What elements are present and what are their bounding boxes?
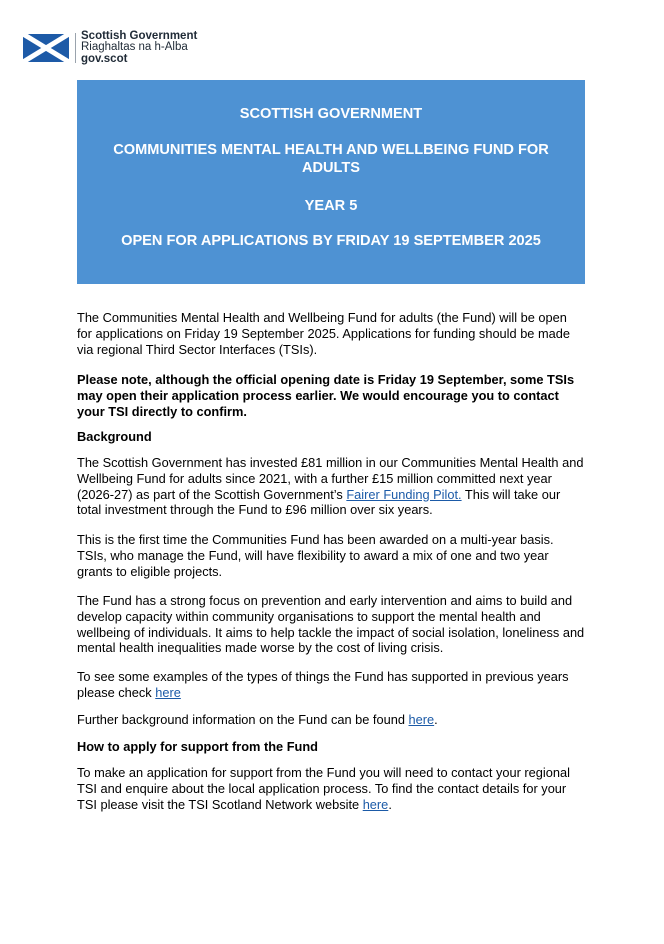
bg-p5-text: Further background information on the Fund can be found — [77, 712, 409, 727]
logo-divider — [75, 33, 76, 63]
note-text: Please note, although the official opening date is Friday 19 September, some TSIs may open their application process earlier. We would encourage you to contact your TSI directly to confirm. — [77, 372, 575, 419]
bg-p1-text: The Scottish Government has invested £81 million in our Communities Mental Health and Wellbeing Fund for adults since 2021, with a further £15 million committed next year (2026-27) as part of the Scottish Government’s — [77, 455, 584, 502]
banner-line-1: SCOTTISH GOVERNMENT — [239, 106, 423, 122]
background-paragraph-1 — [77, 455, 585, 518]
background-paragraph-5 — [77, 712, 585, 728]
bg-p1-text-after: This will take our total investment through the Fund to £96 million over six years. — [77, 486, 561, 518]
background-heading — [77, 429, 585, 445]
banner-line-2: COMMUNITIES MENTAL HEALTH AND WELLBEING FUND FOR ADULTS — [113, 142, 549, 176]
title-banner — [77, 80, 585, 284]
background-heading-text: Background — [77, 429, 152, 444]
apply-text: To make an application for support from the Fund you will need to contact your regional TSI and enquire about the local application process. To find the contact details for your TSI please visit the TSI Scotland Network website — [77, 765, 570, 812]
logo-text — [81, 31, 197, 66]
intro-text: The Communities Mental Health and Wellbeing Fund for adults (the Fund) will be open for applications on Friday 19 September 2025. Applications for funding should be made via regional Third Sector Interfaces (TSIs). — [77, 310, 570, 357]
apply-paragraph — [77, 765, 585, 812]
logo-line-2: Riaghaltas na h-Alba — [81, 41, 188, 54]
apply-text-after: . — [388, 796, 392, 812]
banner-line-3: YEAR 5 — [304, 198, 358, 214]
background-paragraph-2 — [77, 532, 585, 579]
background-paragraph-4 — [77, 669, 585, 701]
gov-logo — [23, 30, 197, 66]
bg-p5-text-after: . — [434, 712, 438, 727]
banner-line-4: OPEN FOR APPLICATIONS BY FRIDAY 19 SEPTEMBER 2025 — [121, 233, 541, 249]
fairer-funding-link[interactable]: Fairer Funding Pilot. — [346, 486, 462, 502]
logo-line-1: Scottish Government — [81, 29, 198, 42]
logo-line-3: gov.scot — [81, 52, 128, 65]
tsi-network-link[interactable]: here — [362, 796, 389, 812]
apply-heading-text: How to apply for support from the Fund — [77, 739, 318, 754]
examples-link[interactable]: here — [155, 684, 181, 700]
bg-p3-text: The Fund has a strong focus on prevention and early intervention and aims to build and develop capacity within community organisations to support the mental health and wellbeing of individuals. It aims to help tackle the impact of social isolation, loneliness and mental health inequalities made worse by the cost of living crisis. — [77, 593, 585, 656]
apply-heading — [77, 739, 585, 755]
background-paragraph-3 — [77, 593, 585, 656]
bg-p2-text: This is the first time the Communities Fund has been awarded on a multi-year basis. TSIs, who manage the Fund, will have flexibility to award a mix of one and two year grants to eligible projects. — [77, 532, 554, 579]
background-info-link[interactable]: here — [408, 712, 435, 727]
saltire-flag-icon — [23, 34, 69, 62]
intro-paragraph — [77, 310, 585, 357]
note-paragraph — [77, 372, 585, 419]
bg-p4-text: To see some examples of the types of things the Fund has supported in previous years please check — [77, 669, 569, 700]
